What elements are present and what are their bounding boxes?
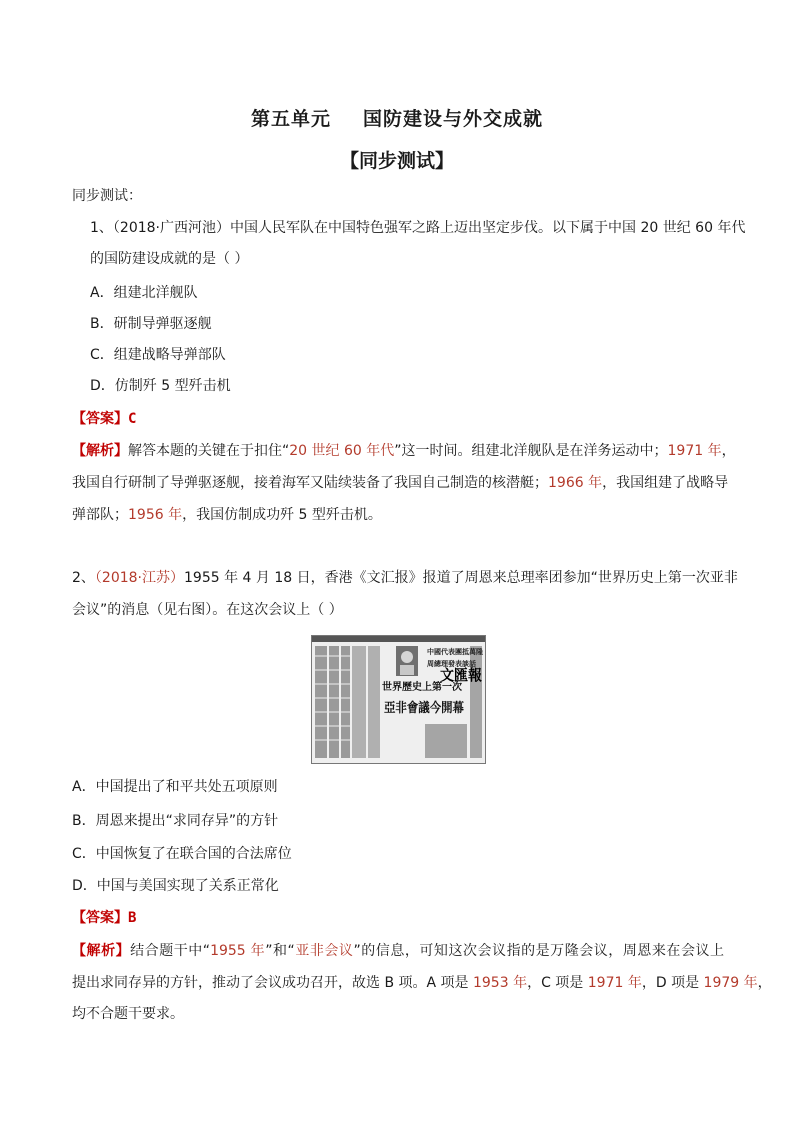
q1-analysis-highlight: 1971 年: [667, 443, 722, 459]
q1-analysis-highlight: 1956 年: [128, 507, 183, 523]
q1-number: 1、: [90, 220, 113, 236]
q2-option-c: C．中国恢复了在联合国的合法席位: [72, 846, 292, 862]
q2-analysis-line3: 均不合题干要求。: [72, 1006, 184, 1022]
q2-option-d: D．中国与美国实现了关系正常化: [72, 878, 279, 894]
q1-analysis-text: 我国自行研制了导弹驱逐舰，接着海军又陆续装备了我国自己制造的核潜艇；: [72, 475, 548, 491]
q1-analysis-line3: [72, 505, 382, 525]
q2-number: 2、: [72, 570, 95, 586]
q1-option-a: A．组建北洋舰队: [90, 285, 198, 301]
q1-analysis-text: ，我国组建了战略导: [602, 475, 729, 491]
q2-analysis-text: 提出求同存异的方针，推动了会议成功召开，故选 B 项。A 项是: [72, 975, 473, 991]
page-title: [0, 104, 794, 131]
q2-source: （2018·江苏）: [94, 570, 185, 586]
q2-answer: [72, 908, 136, 928]
q2-option-b: B．周恩来提出“求同存异”的方针: [72, 813, 279, 829]
q2-answer-value: B: [128, 910, 137, 926]
q2-analysis-text: 结合题干中“: [130, 943, 211, 959]
q2-analysis-label: 【解析】: [72, 943, 131, 959]
q2-stem: 1955 年 4 月 18 日，香港《文汇报》报道了周恩来总理率团参加“世界历史上第一次亚非: [184, 570, 738, 586]
newspaper-image: [311, 635, 486, 764]
q2-analysis-highlight: 1953 年: [472, 975, 528, 991]
q2-analysis-text: ，D 项是: [641, 975, 704, 991]
q2-analysis-highlight: 1971 年: [587, 975, 642, 991]
section-label: 同步测试：: [72, 188, 142, 204]
unit-label: 第五单元: [250, 108, 331, 130]
q2-analysis-text: ”的信息，可知这次会议指的是万隆会议，周恩来在会议上: [353, 943, 725, 959]
q1-analysis-text: 弹部队；: [72, 507, 128, 523]
q2-analysis-highlight: 1979 年: [703, 975, 758, 991]
newspaper-masthead: 文匯報: [440, 666, 482, 684]
newspaper-illustration: [312, 636, 485, 763]
q2-analysis-highlight: 亚非会议: [294, 943, 354, 959]
q2-stem-line2: 会议”的消息（见右图）。在这次会议上（ ）: [72, 602, 343, 618]
q1-analysis-text: ，: [721, 443, 736, 459]
q2-analysis-line2: [72, 973, 772, 993]
unit-topic: 国防建设与外交成就: [363, 108, 544, 130]
q1-option-b: B．研制导弹驱逐舰: [90, 316, 212, 332]
q2-analysis-text: ，C 项是: [527, 975, 588, 991]
q1-option-d: D．仿制歼 5 型歼击机: [90, 378, 231, 394]
q1-answer-value: C: [128, 411, 137, 427]
newspaper-headline-1: 世界歷史上第一次: [382, 682, 462, 693]
newspaper-headline-2: 亞非會議今開幕: [384, 701, 476, 716]
q1-stem-line1: [90, 218, 745, 238]
q1-stem-line2: 的国防建设成就的是（ ）: [90, 251, 249, 267]
q1-stem: 中国人民军队在中国特色强军之路上迈出坚定步伐。以下属于中国 20 世纪 60 年代: [230, 220, 746, 236]
q1-analysis-text: ”这一时间。组建北洋舰队是在洋务运动中；: [394, 443, 668, 459]
q2-analysis-line1: [72, 941, 724, 961]
q1-answer: [72, 409, 136, 429]
q2-analysis-highlight: 1955 年: [210, 943, 266, 959]
newspaper-side-headline-2: 周總理發表談話: [427, 659, 476, 668]
q1-analysis-line1: [72, 441, 736, 461]
q2-analysis-text: ”和“: [265, 943, 295, 959]
page-subtitle: 【同步测试】: [339, 150, 454, 172]
q1-analysis-highlight: 1966 年: [548, 475, 603, 491]
q2-analysis-text: ，: [757, 975, 772, 991]
q1-analysis-text: 解答本题的关键在于扣住“: [128, 443, 290, 459]
q1-answer-label: 【答案】: [72, 411, 128, 427]
q1-option-c: C．组建战略导弹部队: [90, 347, 226, 363]
newspaper-side-headline-1: 中國代表團抵萬隆: [427, 647, 483, 656]
q2-stem-line1: [72, 568, 738, 588]
q1-source: （2018·广西河池）: [112, 220, 231, 236]
q1-analysis-highlight: 20 世纪 60 年代: [289, 443, 395, 459]
q2-answer-label: 【答案】: [72, 910, 128, 926]
q2-option-a: A．中国提出了和平共处五项原则: [72, 779, 278, 795]
q1-analysis-line2: [72, 473, 729, 493]
q1-analysis-text: ，我国仿制成功歼 5 型歼击机。: [182, 507, 382, 523]
q1-analysis-label: 【解析】: [72, 443, 128, 459]
